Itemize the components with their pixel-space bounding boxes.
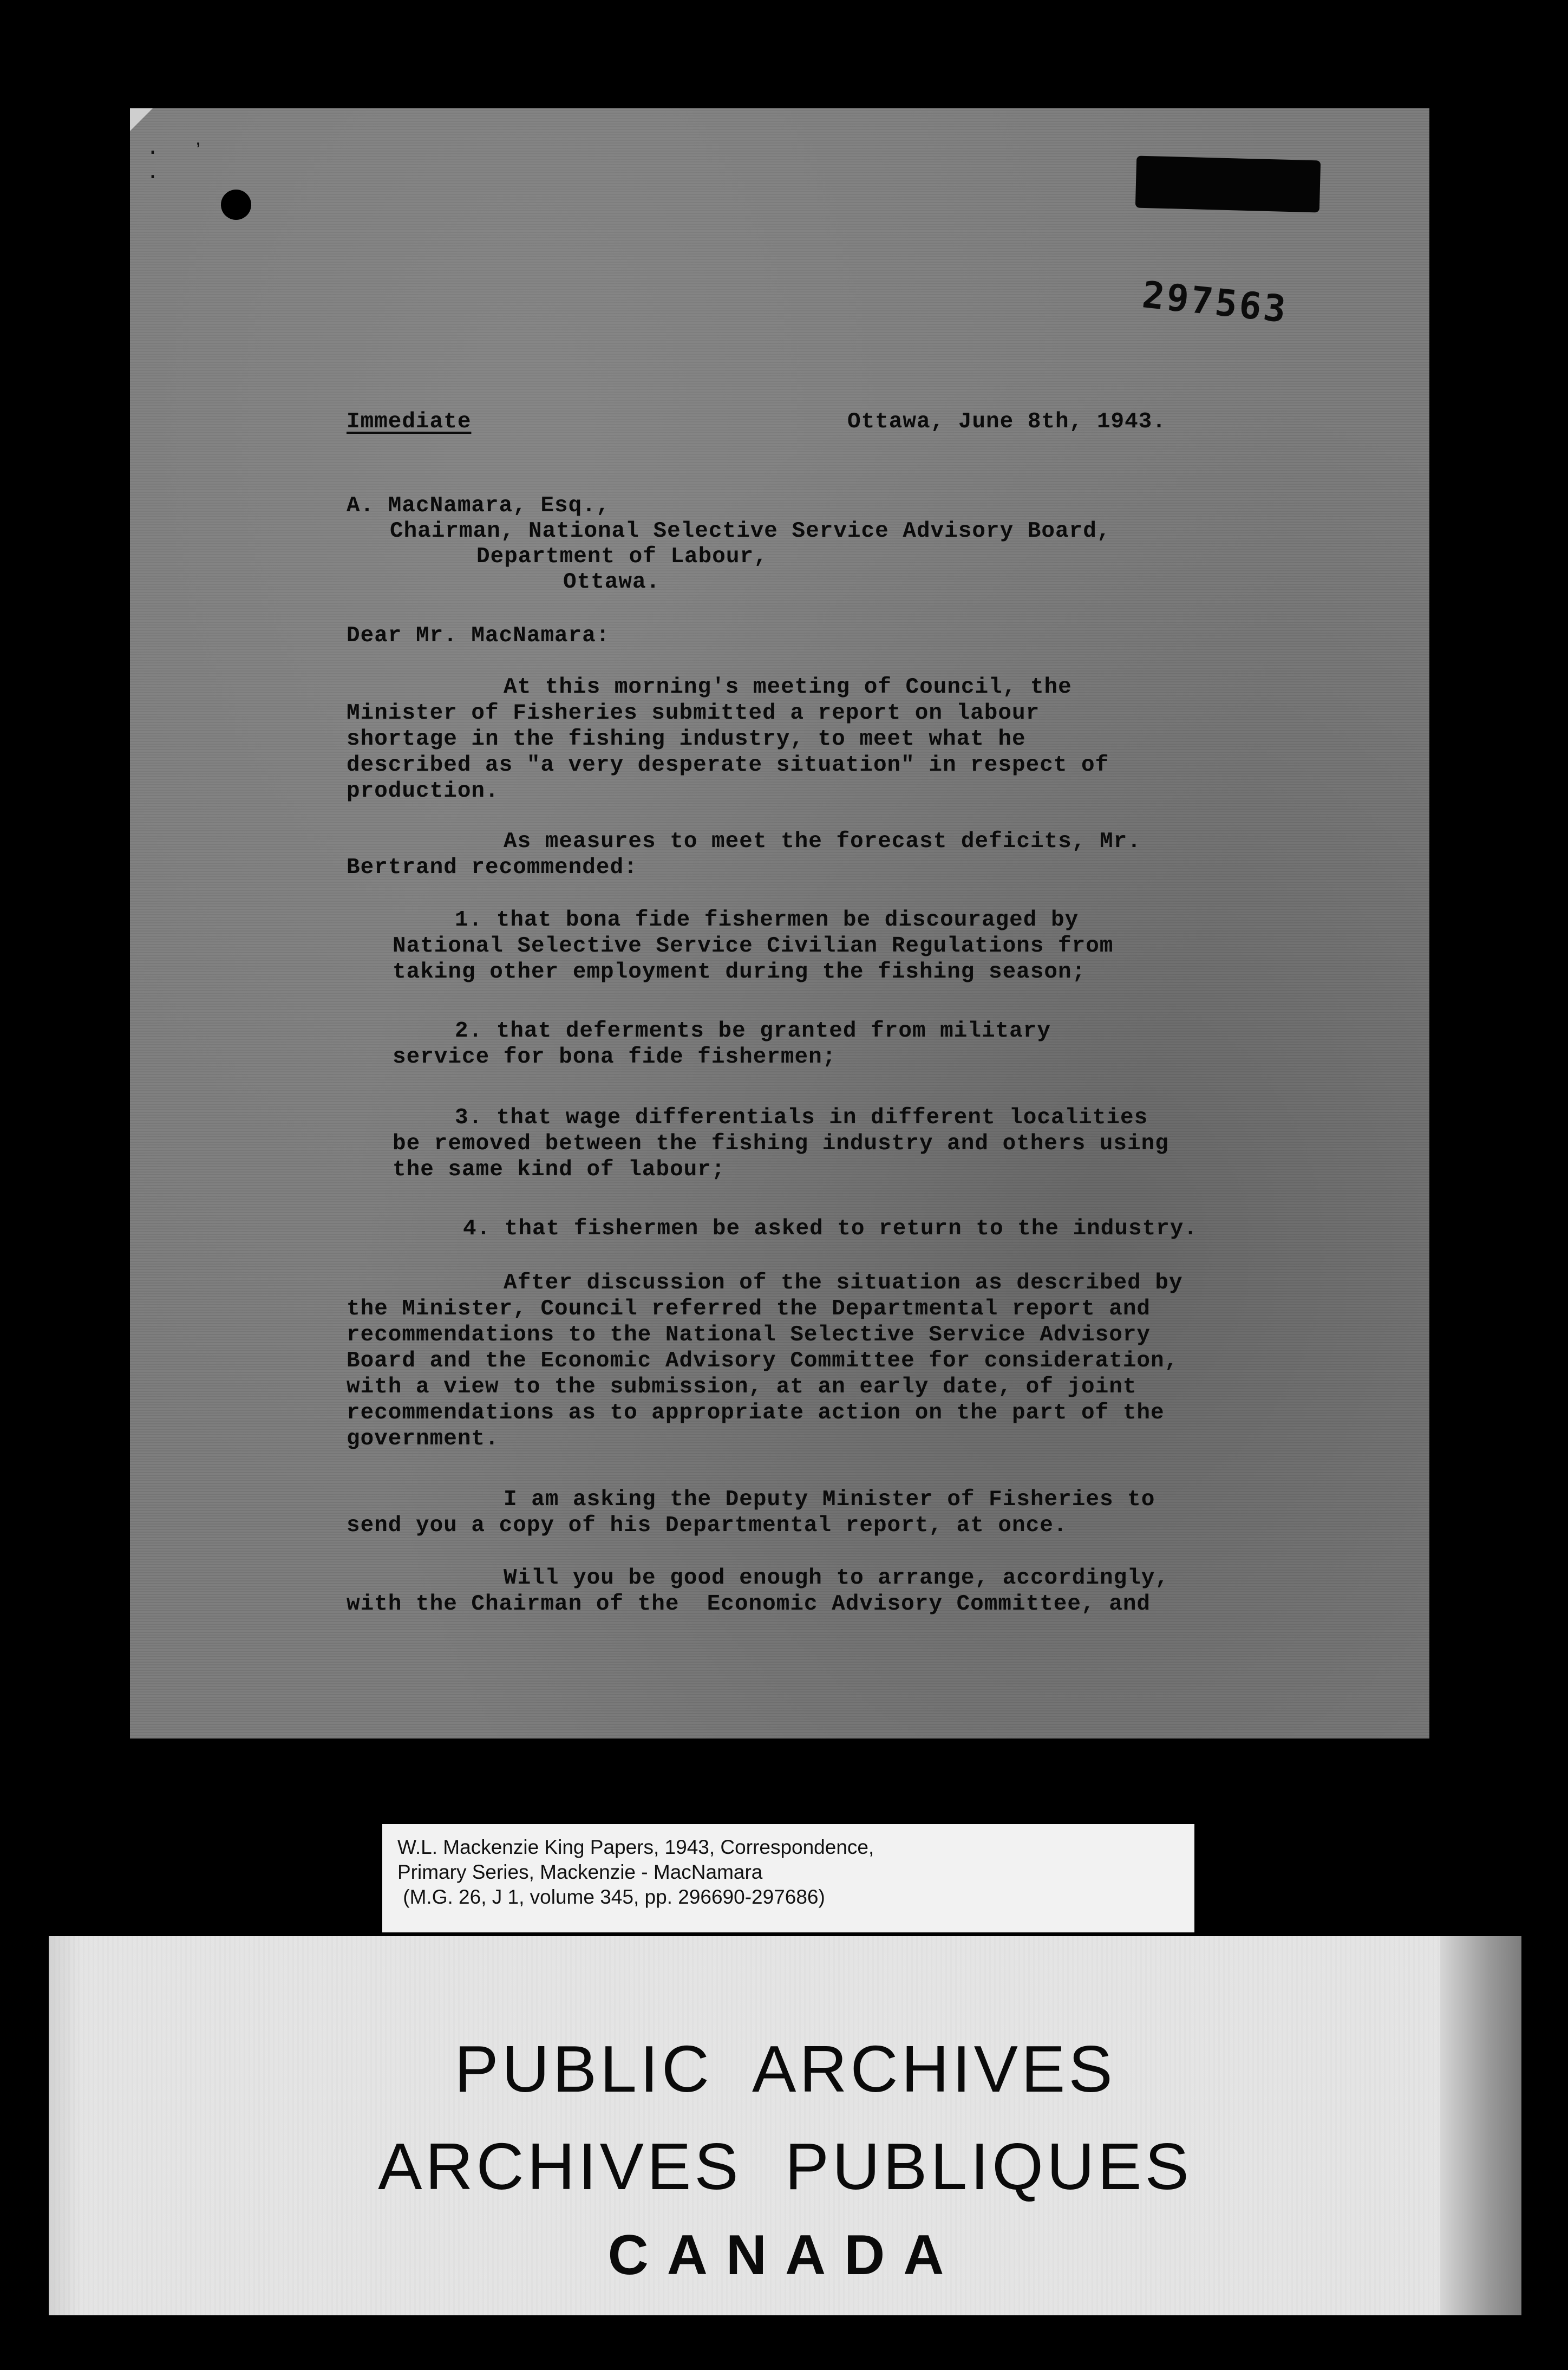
reference-line-1: W.L. Mackenzie King Papers, 1943, Correspondence,: [397, 1836, 874, 1858]
priority-marking: Immediate: [347, 409, 472, 434]
salutation: Dear Mr. MacNamara:: [347, 623, 610, 648]
punch-hole: [221, 190, 251, 220]
pencil-marks: · ʼ ·: [146, 141, 215, 190]
dateline: Ottawa, June 8th, 1943.: [847, 409, 1166, 434]
text-line: recommendations to the National Selective Service Advisory: [347, 1323, 1151, 1347]
text-line: Minister of Fisheries submitted a report on labour: [347, 701, 1040, 726]
recommendation-item-1: [347, 907, 1113, 985]
text-line: with a view to the submission, at an early date, of joint: [347, 1375, 1137, 1399]
folded-corner: [130, 108, 153, 131]
reference-line-2: Primary Series, Mackenzie - MacNamara: [397, 1861, 763, 1883]
text-line: 1. that bona fide fishermen be discouraged by: [455, 908, 1079, 933]
text-line: National Selective Service Civilian Regulations from: [393, 934, 1114, 959]
folio-stamp-number: 297563: [1140, 274, 1290, 331]
body-paragraph-4: [347, 1487, 1155, 1539]
recommendation-item-3: [347, 1105, 1169, 1183]
body-paragraph-3: [347, 1270, 1183, 1452]
text-line: I am asking the Deputy Minister of Fisheries to: [504, 1487, 1155, 1512]
text-line: Will you be good enough to arrange, accordingly,: [504, 1566, 1169, 1591]
addressee-department: Department of Labour,: [476, 544, 768, 569]
reference-line-3: (M.G. 26, J 1, volume 345, pp. 296690-297686): [397, 1886, 825, 1908]
text-line: At this morning's meeting of Council, the: [504, 675, 1072, 700]
text-line: After discussion of the situation as described by: [504, 1271, 1183, 1295]
text-line: government.: [347, 1427, 499, 1451]
banner-country: CANADA: [607, 2224, 963, 2287]
addressee-title: Chairman, National Selective Service Advisory Board,: [390, 519, 1111, 544]
recommendation-item-4: [347, 1216, 1198, 1242]
text-line: 3. that wage differentials in different localities: [455, 1105, 1148, 1130]
text-line: with the Chairman of the Economic Advisory Committee, and: [347, 1592, 1151, 1617]
text-line: described as "a very desperate situation" in respect of: [347, 753, 1109, 778]
text-line: taking other employment during the fishing season;: [393, 960, 1086, 985]
letter-page: [130, 108, 1429, 1739]
archival-reference-label: [382, 1824, 1194, 1932]
body-paragraph-5: [347, 1565, 1169, 1617]
banner-title-french: ARCHIVES PUBLIQUES: [378, 2130, 1192, 2203]
body-paragraph-1: [347, 674, 1109, 804]
text-line: be removed between the fishing industry and others using: [393, 1131, 1169, 1156]
addressee-name: A. MacNamara, Esq.,: [347, 493, 610, 518]
text-line: Board and the Economic Advisory Committee for consideration,: [347, 1349, 1179, 1373]
text-line: recommendations as to appropriate action on the part of the: [347, 1401, 1165, 1425]
text-line: 4. that fishermen be asked to return to the industry.: [463, 1216, 1198, 1241]
text-line: shortage in the fishing industry, to meet what he: [347, 727, 1026, 752]
addressee-city: Ottawa.: [563, 570, 661, 595]
public-archives-banner: [49, 1936, 1521, 2315]
recommendation-item-2: [347, 1018, 1051, 1070]
banner-title-english: PUBLIC ARCHIVES: [454, 2032, 1116, 2106]
text-line: the same kind of labour;: [393, 1157, 726, 1182]
text-line: As measures to meet the forecast deficits, Mr.: [504, 829, 1141, 854]
text-line: Bertrand recommended:: [347, 855, 638, 880]
body-paragraph-2: [347, 829, 1141, 881]
redaction-block: [1135, 156, 1321, 213]
text-line: send you a copy of his Departmental report, at once.: [347, 1513, 1068, 1538]
text-line: production.: [347, 779, 499, 804]
text-line: service for bona fide fishermen;: [393, 1045, 837, 1070]
text-line: the Minister, Council referred the Departmental report and: [347, 1297, 1151, 1321]
text-line: 2. that deferments be granted from military: [455, 1019, 1051, 1044]
